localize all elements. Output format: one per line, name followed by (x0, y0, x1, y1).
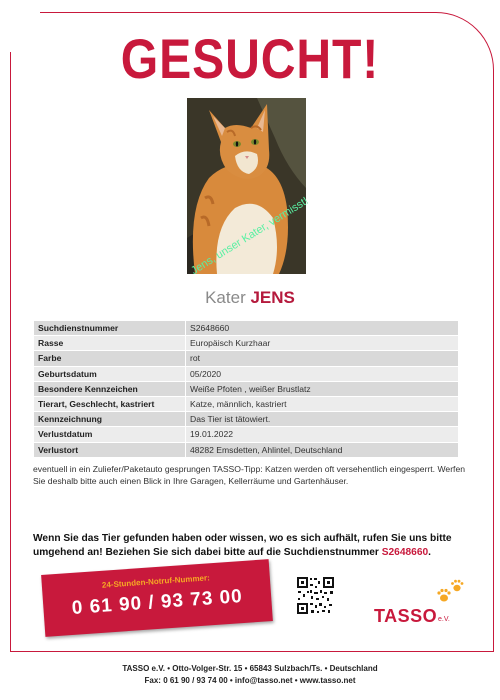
detail-label: Verlustort (34, 442, 186, 457)
paw-icon (436, 578, 466, 608)
table-row (34, 381, 459, 396)
callout-end: . (428, 546, 432, 558)
table-row (34, 321, 459, 336)
detail-value: Katze, männlich, kastriert (186, 396, 459, 411)
detail-value: Weiße Pfoten , weißer Brustlatz (186, 381, 459, 396)
detail-label: Rasse (34, 336, 186, 351)
detail-label: Tierart, Geschlecht, kastriert (34, 396, 186, 411)
detail-label: Verlustdatum (34, 427, 186, 442)
photo-caption: Jens, unser Kater, vermisst! (189, 195, 311, 278)
detail-value: rot (186, 351, 459, 366)
detail-label: Suchdienstnummer (34, 321, 186, 336)
detail-value: S2648660 (186, 321, 459, 336)
logo-name: TASSO (374, 606, 438, 626)
detail-label: Geburtsdatum (34, 366, 186, 381)
table-row (34, 396, 459, 411)
callout-text (33, 532, 463, 559)
table-row (34, 366, 459, 381)
cat-photo (187, 98, 306, 274)
detail-label: Kennzeichnung (34, 412, 186, 427)
callout-body: Wenn Sie das Tier gefunden haben oder wissen, wo es sich aufhält, rufen Sie uns bitte umgehend an! Beziehen Sie sich dabei bitte auf die Suchdienstnummer (33, 533, 452, 558)
detail-label: Farbe (34, 351, 186, 366)
note-text: eventuell in ein Zuliefer/Paketauto gesprungen TASSO-Tipp: Katzen werden oft versehentlich eingesperrt. Werfen Sie deshalb bitte auch einen Blick in Ihre Garagen, Kellerräume und Gartenhäuser. (33, 464, 465, 486)
table-row (34, 427, 459, 442)
headline: GESUCHT! (120, 27, 380, 90)
pet-name-main: JENS (250, 288, 295, 307)
hotline-number[interactable]: 0 61 90 / 93 73 00 (71, 586, 244, 619)
footer-contact[interactable]: Fax: 0 61 90 / 93 74 00 • info@tasso.net • www.tasso.net (144, 676, 356, 685)
hotline-label: 24-Stunden-Notruf-Nummer: (101, 573, 211, 590)
detail-value: Das Tier ist tätowiert. (186, 412, 459, 427)
logo-suffix: e.V. (438, 616, 450, 623)
pet-name-prefix: Kater (205, 288, 246, 307)
table-row (34, 351, 459, 366)
pet-name (0, 288, 500, 308)
callout-reference: S2648660 (381, 546, 429, 558)
detail-label: Besondere Kennzeichen (34, 381, 186, 396)
footer (0, 663, 500, 687)
frame-gap (6, 8, 18, 52)
table-row (34, 412, 459, 427)
detail-value: Europäisch Kurzhaar (186, 336, 459, 351)
footer-address: TASSO e.V. • Otto-Volger-Str. 15 • 65843 Sulzbach/Ts. • Deutschland (122, 664, 378, 673)
qr-code[interactable] (296, 576, 335, 615)
details-table (33, 320, 459, 458)
table-row (34, 336, 459, 351)
detail-value: 05/2020 (186, 366, 459, 381)
detail-value: 19.01.2022 (186, 427, 459, 442)
detail-value: 48282 Emsdetten, Ahlintel, Deutschland (186, 442, 459, 457)
table-row (34, 442, 459, 457)
cat-illustration (187, 98, 306, 274)
tasso-logo[interactable] (372, 578, 462, 630)
